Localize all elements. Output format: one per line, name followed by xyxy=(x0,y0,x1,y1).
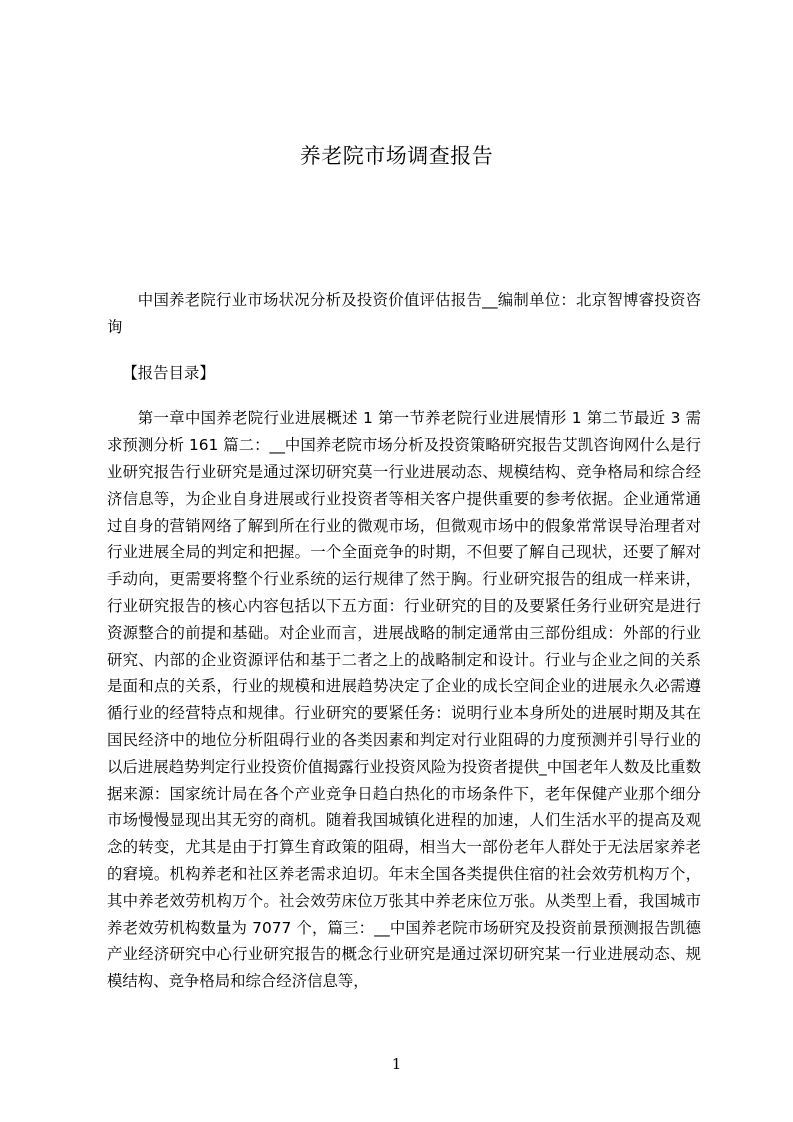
document-title: 养老院市场调查报告 xyxy=(299,144,494,168)
document-body xyxy=(107,287,701,995)
intro-paragraph: 中国养老院行业市场状况分析及投资价值评估报告__编制单位：北京智博睿投资咨询 xyxy=(107,291,701,336)
toc-heading: 【报告目录】 xyxy=(122,363,215,382)
page-number: 1 xyxy=(391,1055,402,1073)
body-paragraph: 第一章中国养老院行业进展概述 1 第一节养老院行业进展情形 1 第二节最近 3 需求预测分析 161 篇二：__中国养老院市场分析及投资策略研究报告艾凯咨询网什么是行业研究报告行业研究是通过深切研究莫一行业进展动态、规模结构、竞争格局和综合经济信息等，为企业自身进展或行业投资者等相关客户提供重要的参考依据。企业通常通过自身的营销网络了解到所在行业的微观市场，但微观市场中的假象常常误导治理者对行业进展全局的判定和把握。一个全面竞争的时期，不但要了解自己现状，还要了解对手动向，更需要将整个行业系统的运行规律了然于胸。行业研究报告的组成一样来讲，行业研究报告的核心内容包括以下五方面：行业研究的目的及要紧任务行业研究是进行资源整合的前提和基础。对企业而言，进展战略的制定通常由三部份组成：外部的行业研究、内部的企业资源评估和基于二者之上的战略制定和设计。行业与企业之间的关系是面和点的关系，行业的规模和进展趋势决定了企业的成长空间企业的进展永久必需遵循行业的经营特点和规律。行业研究的要紧任务：说明行业本身所处的进展时期及其在国民经济中的地位分析阻碍行业的各类因素和判定对行业阻碍的力度预测并引导行业的以后进展趋势判定行业投资价值揭露行业投资风险为投资者提供_中国老年人数及比重数据来源：国家统计局在各个产业竞争日趋白热化的市场条件下，老年保健产业那个细分市场慢慢显现出其无穷的商机。随着我国城镇化进程的加速，人们生活水平的提高及观念的转变，尤其是由于打算生育政策的阻碍，相当大一部份老年人群处于无法居家养老的窘境。机构养老和社区养老需求迫切。年末全国各类提供住宿的社会效劳机构万个，其中养老效劳机构万个。社会效劳床位万张其中养老床位万张。从类型上看，我国城市养老效劳机构数量为 7077 个，篇三：__中国养老院市场研究及投资前景预测报告凯德产业经济研究中心行业研究报告的概念行业研究是通过深切研究某一行业进展动态、规模结构、竞争格局和综合经济信息等， xyxy=(107,409,701,991)
